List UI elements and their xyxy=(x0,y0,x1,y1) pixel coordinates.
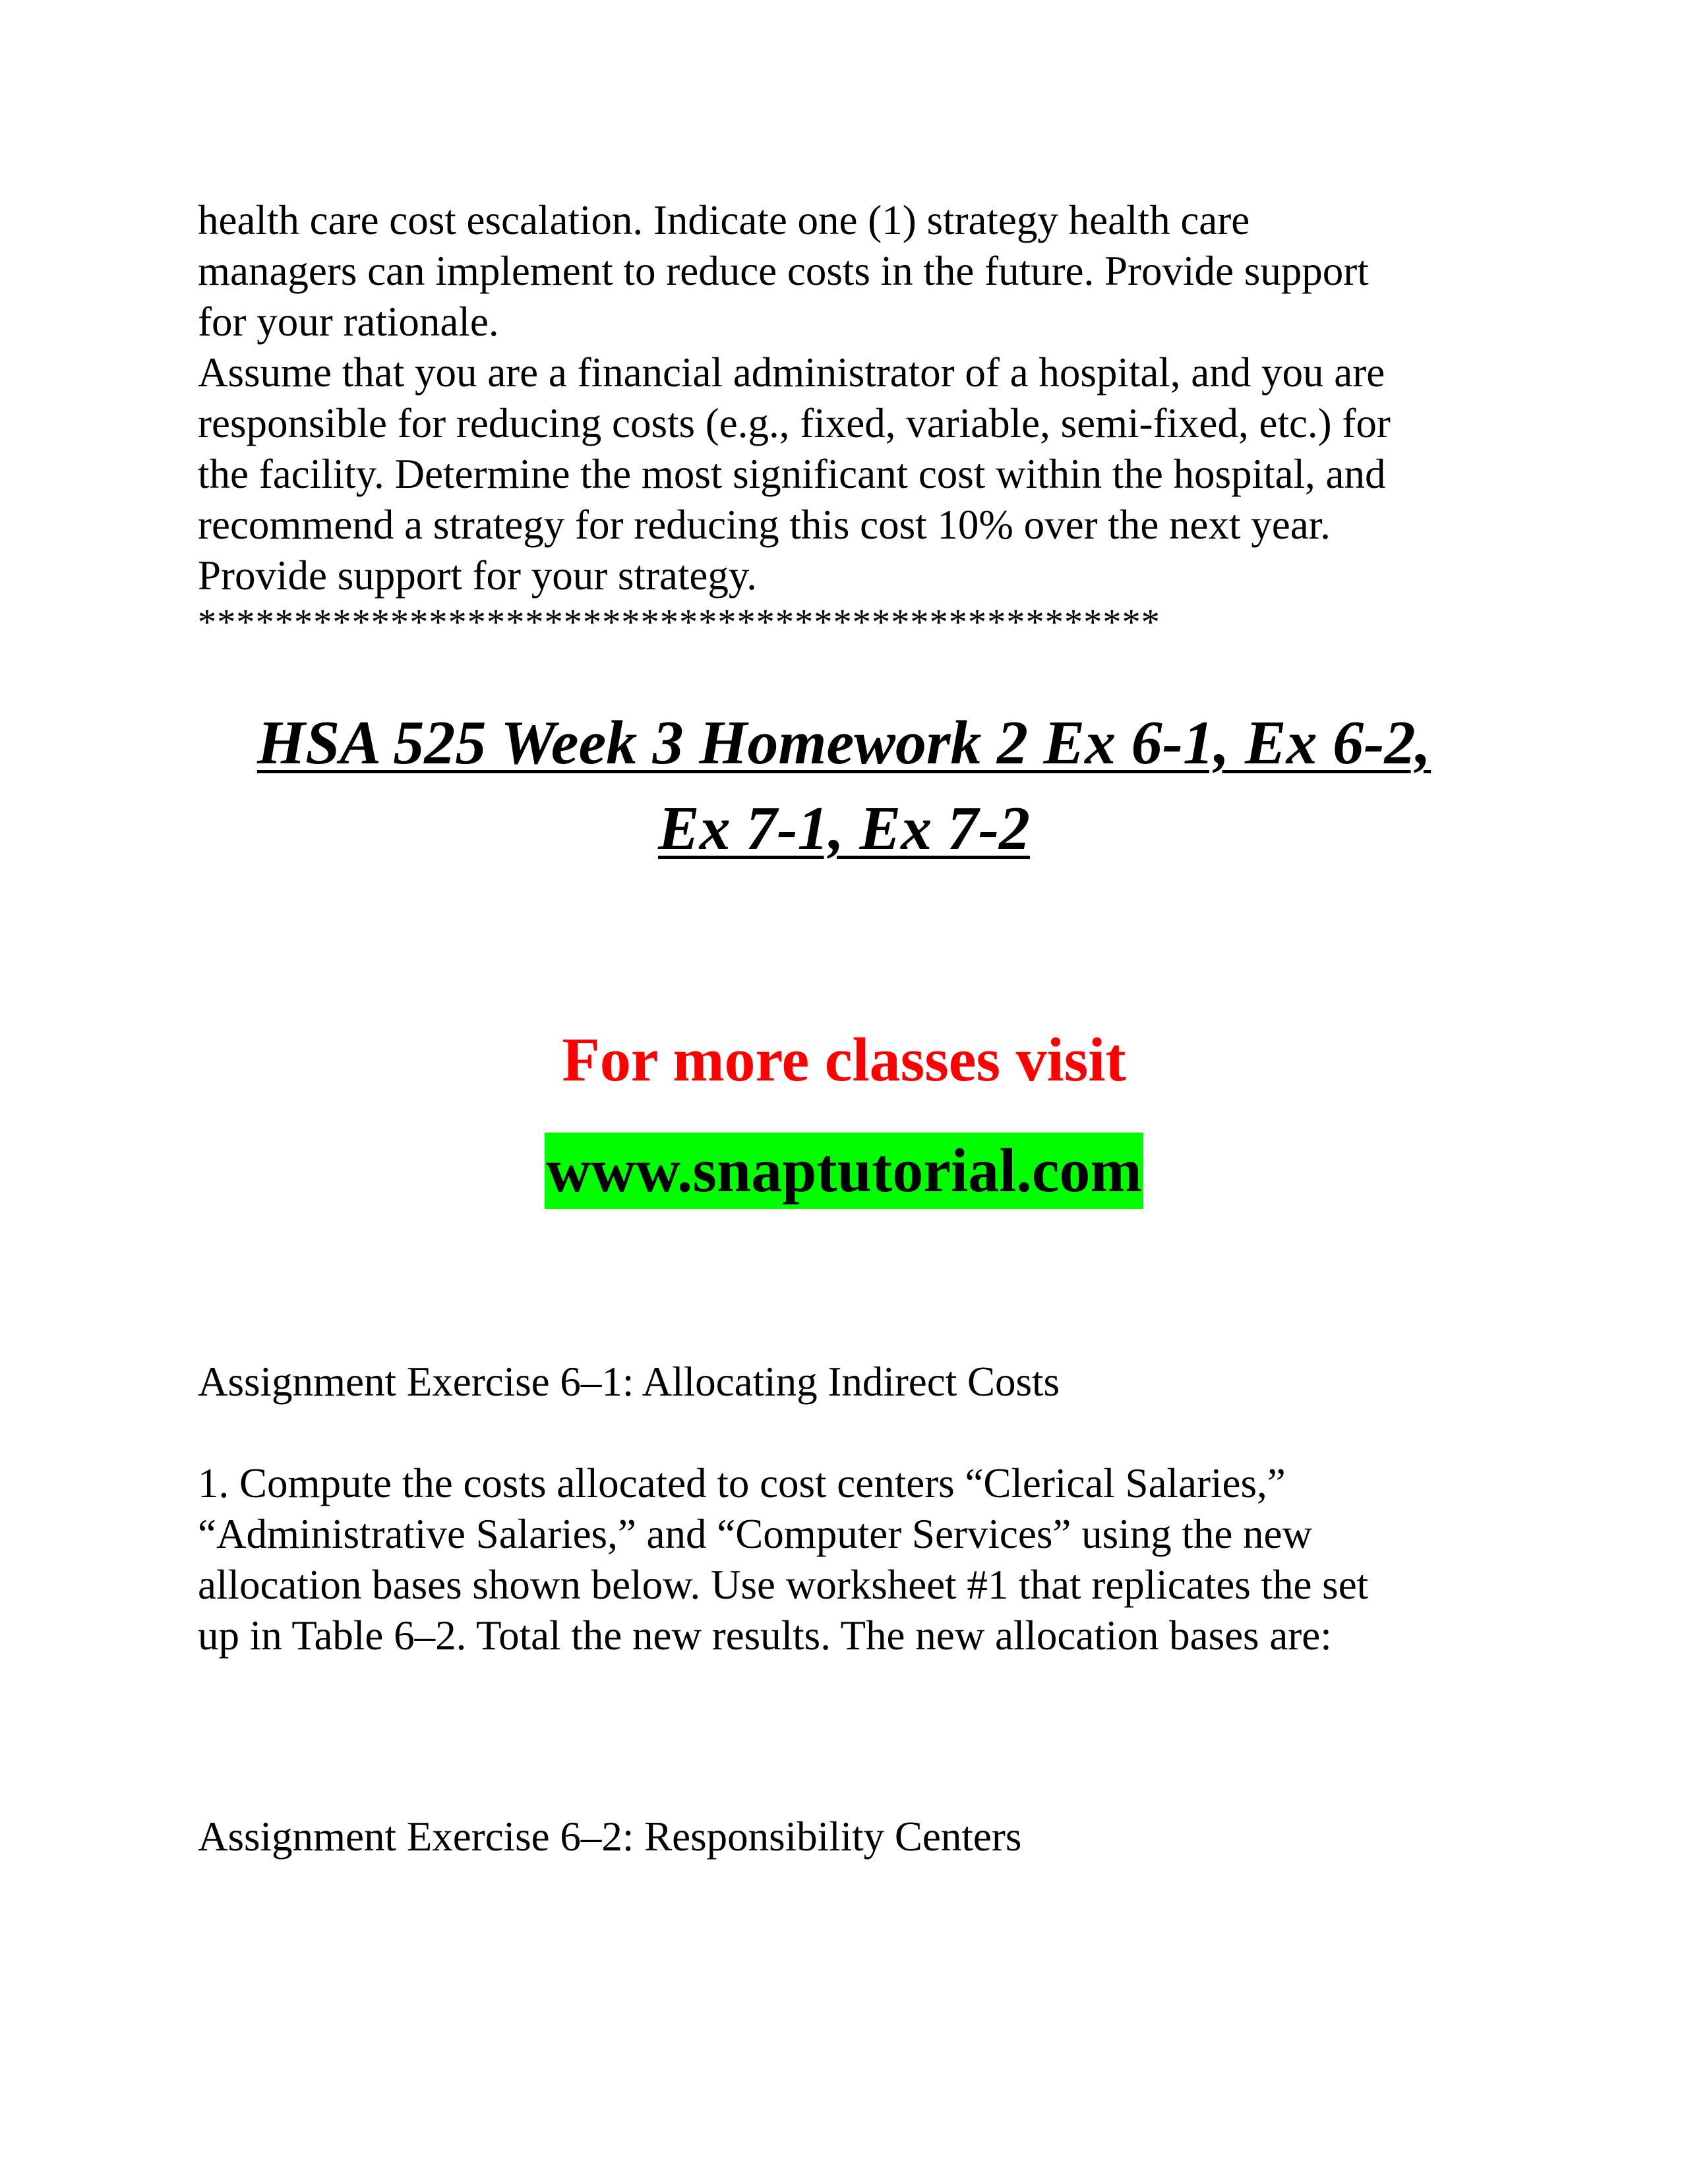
intro-line: for your rationale. xyxy=(198,299,499,345)
instruction-line: “Administrative Salaries,” and “Computer Services” using the new xyxy=(198,1511,1313,1557)
intro-line: Provide support for your strategy. xyxy=(198,552,758,599)
intro-line: responsible for reducing costs (e.g., fixed, variable, semi-fixed, etc.) for xyxy=(198,400,1391,446)
intro-paragraph xyxy=(198,195,1503,642)
promo-url-container xyxy=(0,1133,1688,1209)
promo-visit-text: For more classes visit xyxy=(562,1026,1126,1094)
page-title-line-2: Ex 7-1, Ex 7-2 xyxy=(658,794,1030,863)
instruction-line: allocation bases shown below. Use worksheet #1 that replicates the set xyxy=(198,1562,1369,1608)
intro-line: managers can implement to reduce costs in the future. Provide support xyxy=(198,248,1369,294)
intro-line: health care cost escalation. Indicate one (1) strategy health care xyxy=(198,197,1250,243)
exercise-6-1-instructions xyxy=(198,1458,1517,1661)
instruction-line: 1. Compute the costs allocated to cost centers “Clerical Salaries,” xyxy=(198,1460,1286,1506)
asterisk-separator: ************************************************** xyxy=(198,602,1160,643)
instruction-line: up in Table 6–2. Total the new results. The new allocation bases are: xyxy=(198,1612,1332,1659)
page-title-line-1: HSA 525 Week 3 Homework 2 Ex 6-1, Ex 6-2, xyxy=(257,709,1431,777)
exercise-6-2-heading: Assignment Exercise 6–2: Responsibility Centers xyxy=(198,1814,1022,1860)
intro-line: the facility. Determine the most significant cost within the hospital, and xyxy=(198,451,1386,497)
exercise-6-1-heading: Assignment Exercise 6–1: Allocating Indirect Costs xyxy=(198,1359,1060,1405)
intro-line: Assume that you are a financial administrator of a hospital, and you are xyxy=(198,349,1385,396)
intro-line: recommend a strategy for reducing this cost 10% over the next year. xyxy=(198,502,1331,548)
promo-url-link[interactable]: www.snaptutorial.com xyxy=(545,1133,1143,1209)
